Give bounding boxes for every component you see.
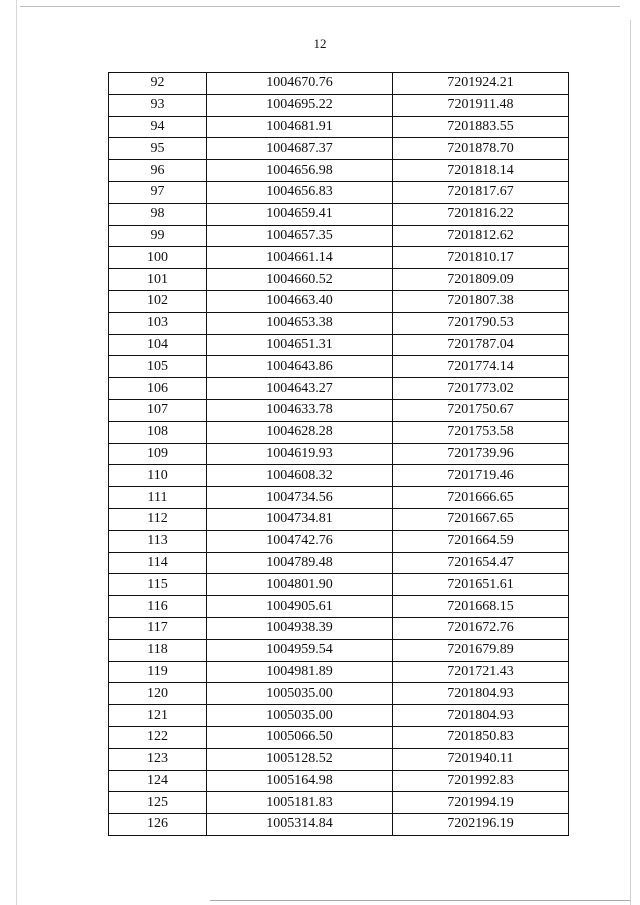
y-coordinate-cell: 7201994.19 bbox=[393, 792, 569, 814]
point-number-cell: 105 bbox=[109, 356, 207, 378]
y-coordinate-cell: 7201664.59 bbox=[393, 530, 569, 552]
x-coordinate-cell: 1004687.37 bbox=[207, 138, 393, 160]
x-coordinate-cell: 1005128.52 bbox=[207, 748, 393, 770]
x-coordinate-cell: 1004905.61 bbox=[207, 596, 393, 618]
x-coordinate-cell: 1004657.35 bbox=[207, 225, 393, 247]
y-coordinate-cell: 7201807.38 bbox=[393, 290, 569, 312]
x-coordinate-cell: 1004643.27 bbox=[207, 378, 393, 400]
coordinates-table-body bbox=[109, 73, 569, 836]
scan-left-edge bbox=[16, 0, 17, 905]
y-coordinate-cell: 7201809.09 bbox=[393, 269, 569, 291]
point-number-cell: 117 bbox=[109, 617, 207, 639]
y-coordinate-cell: 7201719.46 bbox=[393, 465, 569, 487]
table-row bbox=[109, 487, 569, 509]
x-coordinate-cell: 1004651.31 bbox=[207, 334, 393, 356]
y-coordinate-cell: 7201672.76 bbox=[393, 617, 569, 639]
table-row bbox=[109, 552, 569, 574]
point-number-cell: 121 bbox=[109, 705, 207, 727]
table-row bbox=[109, 312, 569, 334]
table-row bbox=[109, 138, 569, 160]
table-row bbox=[109, 705, 569, 727]
point-number-cell: 107 bbox=[109, 399, 207, 421]
y-coordinate-cell: 7201810.17 bbox=[393, 247, 569, 269]
point-number-cell: 100 bbox=[109, 247, 207, 269]
x-coordinate-cell: 1004628.28 bbox=[207, 421, 393, 443]
x-coordinate-cell: 1005164.98 bbox=[207, 770, 393, 792]
point-number-cell: 104 bbox=[109, 334, 207, 356]
table-row bbox=[109, 73, 569, 95]
point-number-cell: 95 bbox=[109, 138, 207, 160]
x-coordinate-cell: 1004742.76 bbox=[207, 530, 393, 552]
table-row bbox=[109, 94, 569, 116]
x-coordinate-cell: 1004789.48 bbox=[207, 552, 393, 574]
y-coordinate-cell: 7201773.02 bbox=[393, 378, 569, 400]
y-coordinate-cell: 7201818.14 bbox=[393, 160, 569, 182]
table-row bbox=[109, 399, 569, 421]
x-coordinate-cell: 1004619.93 bbox=[207, 443, 393, 465]
point-number-cell: 113 bbox=[109, 530, 207, 552]
table-row bbox=[109, 596, 569, 618]
point-number-cell: 101 bbox=[109, 269, 207, 291]
scan-right-edge bbox=[630, 20, 631, 905]
point-number-cell: 122 bbox=[109, 726, 207, 748]
point-number-cell: 110 bbox=[109, 465, 207, 487]
table-row bbox=[109, 726, 569, 748]
y-coordinate-cell: 7201667.65 bbox=[393, 508, 569, 530]
y-coordinate-cell: 7201812.62 bbox=[393, 225, 569, 247]
point-number-cell: 92 bbox=[109, 73, 207, 95]
point-number-cell: 109 bbox=[109, 443, 207, 465]
table-row bbox=[109, 160, 569, 182]
table-row bbox=[109, 116, 569, 138]
point-number-cell: 112 bbox=[109, 508, 207, 530]
scan-top-edge bbox=[20, 6, 620, 7]
x-coordinate-cell: 1004633.78 bbox=[207, 399, 393, 421]
table-row bbox=[109, 792, 569, 814]
table-row bbox=[109, 203, 569, 225]
table-row bbox=[109, 290, 569, 312]
y-coordinate-cell: 7201739.96 bbox=[393, 443, 569, 465]
point-number-cell: 118 bbox=[109, 639, 207, 661]
table-row bbox=[109, 639, 569, 661]
table-row bbox=[109, 617, 569, 639]
y-coordinate-cell: 7201940.11 bbox=[393, 748, 569, 770]
y-coordinate-cell: 7201787.04 bbox=[393, 334, 569, 356]
y-coordinate-cell: 7201878.70 bbox=[393, 138, 569, 160]
x-coordinate-cell: 1004663.40 bbox=[207, 290, 393, 312]
table-row bbox=[109, 574, 569, 596]
table-row bbox=[109, 530, 569, 552]
table-row bbox=[109, 181, 569, 203]
y-coordinate-cell: 7201753.58 bbox=[393, 421, 569, 443]
table-row bbox=[109, 508, 569, 530]
table-row bbox=[109, 748, 569, 770]
point-number-cell: 116 bbox=[109, 596, 207, 618]
point-number-cell: 126 bbox=[109, 814, 207, 836]
y-coordinate-cell: 7201924.21 bbox=[393, 73, 569, 95]
point-number-cell: 120 bbox=[109, 683, 207, 705]
y-coordinate-cell: 7202196.19 bbox=[393, 814, 569, 836]
x-coordinate-cell: 1004981.89 bbox=[207, 661, 393, 683]
y-coordinate-cell: 7201911.48 bbox=[393, 94, 569, 116]
point-number-cell: 108 bbox=[109, 421, 207, 443]
y-coordinate-cell: 7201850.83 bbox=[393, 726, 569, 748]
point-number-cell: 115 bbox=[109, 574, 207, 596]
x-coordinate-cell: 1005035.00 bbox=[207, 683, 393, 705]
point-number-cell: 123 bbox=[109, 748, 207, 770]
x-coordinate-cell: 1004695.22 bbox=[207, 94, 393, 116]
y-coordinate-cell: 7201804.93 bbox=[393, 683, 569, 705]
table-row bbox=[109, 356, 569, 378]
y-coordinate-cell: 7201804.93 bbox=[393, 705, 569, 727]
point-number-cell: 111 bbox=[109, 487, 207, 509]
x-coordinate-cell: 1005181.83 bbox=[207, 792, 393, 814]
table-row bbox=[109, 661, 569, 683]
table-row bbox=[109, 465, 569, 487]
point-number-cell: 98 bbox=[109, 203, 207, 225]
table-row bbox=[109, 334, 569, 356]
y-coordinate-cell: 7201816.22 bbox=[393, 203, 569, 225]
table-row bbox=[109, 770, 569, 792]
x-coordinate-cell: 1004938.39 bbox=[207, 617, 393, 639]
y-coordinate-cell: 7201679.89 bbox=[393, 639, 569, 661]
y-coordinate-cell: 7201883.55 bbox=[393, 116, 569, 138]
point-number-cell: 124 bbox=[109, 770, 207, 792]
point-number-cell: 96 bbox=[109, 160, 207, 182]
y-coordinate-cell: 7201666.65 bbox=[393, 487, 569, 509]
x-coordinate-cell: 1004681.91 bbox=[207, 116, 393, 138]
x-coordinate-cell: 1004661.14 bbox=[207, 247, 393, 269]
x-coordinate-cell: 1005314.84 bbox=[207, 814, 393, 836]
point-number-cell: 102 bbox=[109, 290, 207, 312]
table-row bbox=[109, 683, 569, 705]
y-coordinate-cell: 7201774.14 bbox=[393, 356, 569, 378]
y-coordinate-cell: 7201721.43 bbox=[393, 661, 569, 683]
page-number: 12 bbox=[313, 36, 327, 51]
point-number-cell: 97 bbox=[109, 181, 207, 203]
point-number-cell: 99 bbox=[109, 225, 207, 247]
table-row bbox=[109, 225, 569, 247]
table-row bbox=[109, 814, 569, 836]
table-row bbox=[109, 443, 569, 465]
coordinates-table bbox=[108, 72, 569, 836]
y-coordinate-cell: 7201750.67 bbox=[393, 399, 569, 421]
table-row bbox=[109, 247, 569, 269]
y-coordinate-cell: 7201651.61 bbox=[393, 574, 569, 596]
x-coordinate-cell: 1004660.52 bbox=[207, 269, 393, 291]
table-row bbox=[109, 421, 569, 443]
x-coordinate-cell: 1004670.76 bbox=[207, 73, 393, 95]
x-coordinate-cell: 1005066.50 bbox=[207, 726, 393, 748]
table-row bbox=[109, 378, 569, 400]
y-coordinate-cell: 7201654.47 bbox=[393, 552, 569, 574]
x-coordinate-cell: 1004959.54 bbox=[207, 639, 393, 661]
x-coordinate-cell: 1004643.86 bbox=[207, 356, 393, 378]
y-coordinate-cell: 7201668.15 bbox=[393, 596, 569, 618]
x-coordinate-cell: 1004653.38 bbox=[207, 312, 393, 334]
y-coordinate-cell: 7201817.67 bbox=[393, 181, 569, 203]
point-number-cell: 125 bbox=[109, 792, 207, 814]
x-coordinate-cell: 1004734.81 bbox=[207, 508, 393, 530]
point-number-cell: 93 bbox=[109, 94, 207, 116]
table-row bbox=[109, 269, 569, 291]
x-coordinate-cell: 1005035.00 bbox=[207, 705, 393, 727]
point-number-cell: 106 bbox=[109, 378, 207, 400]
point-number-cell: 94 bbox=[109, 116, 207, 138]
point-number-cell: 103 bbox=[109, 312, 207, 334]
point-number-cell: 119 bbox=[109, 661, 207, 683]
x-coordinate-cell: 1004659.41 bbox=[207, 203, 393, 225]
scan-bottom-edge bbox=[210, 900, 630, 901]
x-coordinate-cell: 1004734.56 bbox=[207, 487, 393, 509]
x-coordinate-cell: 1004801.90 bbox=[207, 574, 393, 596]
x-coordinate-cell: 1004656.83 bbox=[207, 181, 393, 203]
x-coordinate-cell: 1004656.98 bbox=[207, 160, 393, 182]
point-number-cell: 114 bbox=[109, 552, 207, 574]
y-coordinate-cell: 7201992.83 bbox=[393, 770, 569, 792]
x-coordinate-cell: 1004608.32 bbox=[207, 465, 393, 487]
y-coordinate-cell: 7201790.53 bbox=[393, 312, 569, 334]
